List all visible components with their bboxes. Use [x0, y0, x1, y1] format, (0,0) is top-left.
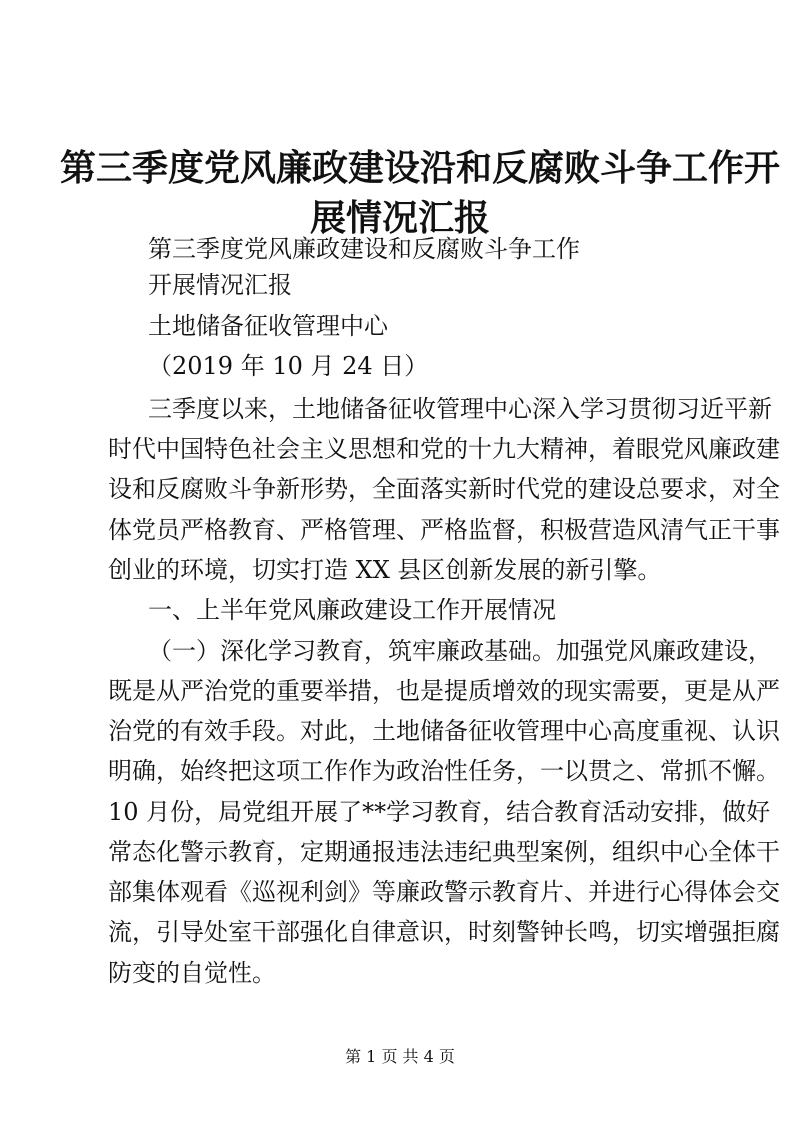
document-title-line-2: 展情况汇报: [309, 197, 490, 239]
section-paragraph-line: 流，引导处室干部强化自律意识，时刻警钟长鸣，切实增强拒腐: [108, 918, 780, 946]
report-date: （2019 年 10 月 24 日）: [148, 352, 429, 380]
section-paragraph-line: 明确，始终把这项工作作为政治性任务，一以贯之、常抓不懈。: [108, 757, 780, 785]
organization-name: 土地储备征收管理中心: [148, 312, 388, 340]
section-paragraph-line: 常态化警示教育，定期通报违法违纪典型案例，组织中心全体干: [108, 838, 780, 866]
section-paragraph-line: 既是从严治党的重要举措，也是提质增效的现实需要，更是从严: [108, 677, 780, 705]
intro-line: 创业的环境，切实打造 XX 县区创新发展的新引擎。: [108, 556, 662, 584]
subtitle-line-2: 开展情况汇报: [148, 271, 292, 299]
section-paragraph-line: （一）深化学习教育，筑牢廉政基础。加强党风廉政建设，: [148, 637, 772, 665]
document-title-line-1: 第三季度党风廉政建设沿和反腐败斗争工作开: [60, 147, 781, 189]
section-heading: 一、上半年党风廉政建设工作开展情况: [148, 596, 556, 624]
section-paragraph-line: 10 月份，局党组开展了**学习教育，结合教育活动安排，做好: [108, 798, 771, 826]
section-paragraph-line: 部集体观看《巡视利剑》等廉政警示教育片、并进行心得体会交: [108, 878, 780, 906]
section-paragraph-line: 防变的自觉性。: [108, 959, 276, 987]
subtitle-line-1: 第三季度党风廉政建设和反腐败斗争工作: [148, 235, 580, 263]
intro-line: 设和反腐败斗争新形势，全面落实新时代党的建设总要求，对全: [108, 475, 780, 503]
intro-line: 体党员严格教育、严格管理、严格监督，积极营造风清气正干事: [108, 516, 780, 544]
intro-line: 三季度以来，土地储备征收管理中心深入学习贯彻习近平新: [148, 395, 772, 423]
section-paragraph-line: 治党的有效手段。对此，土地储备征收管理中心高度重视、认识: [108, 717, 780, 745]
intro-line: 时代中国特色社会主义思想和党的十九大精神，着眼党风廉政建: [108, 435, 780, 463]
page-number: 第 1 页 共 4 页: [345, 1047, 455, 1066]
